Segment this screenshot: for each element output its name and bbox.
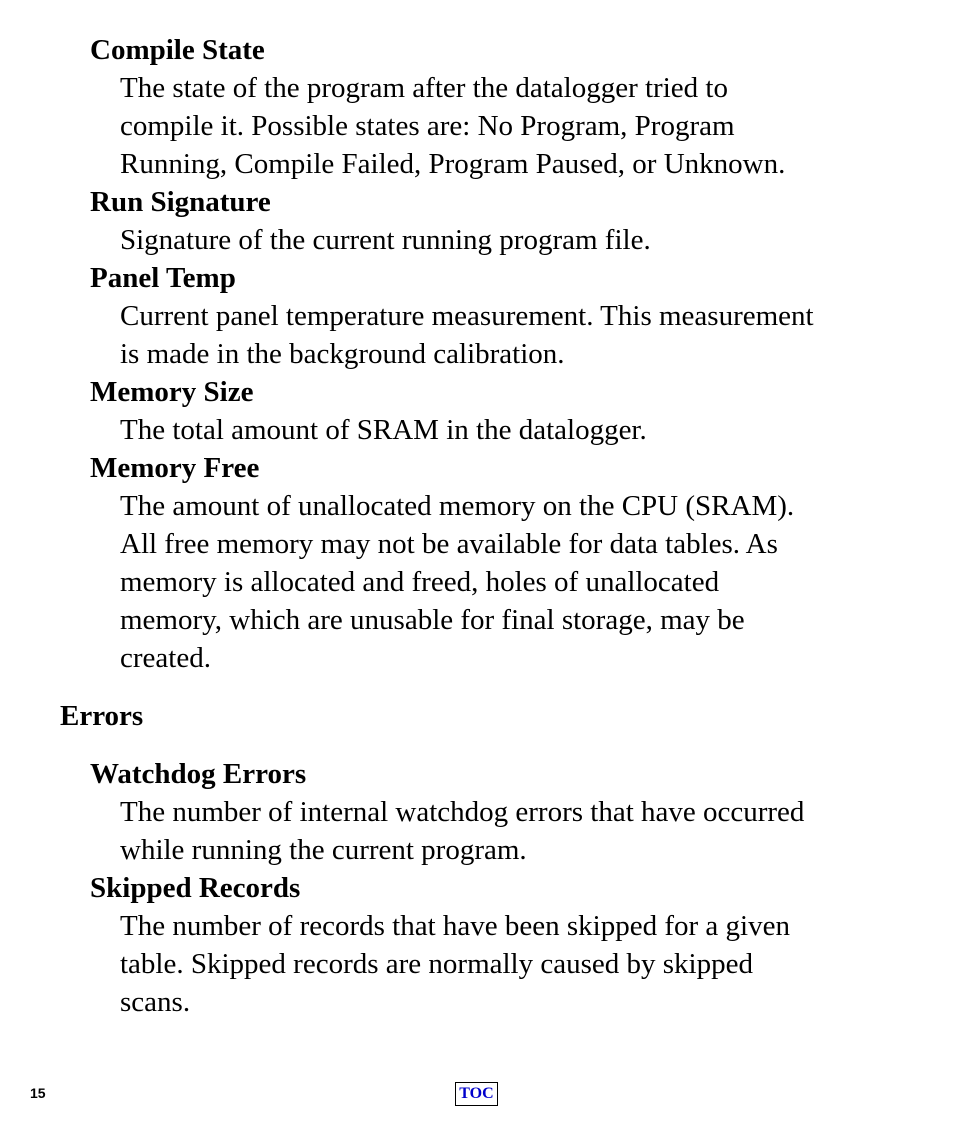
entry-term-watchdog-errors: Watchdog Errors — [90, 758, 307, 790]
document-body — [0, 31, 954, 1021]
section-heading-errors: Errors — [60, 700, 144, 732]
entry-description-run-signature — [120, 221, 930, 259]
entry-term-panel-temp: Panel Temp — [90, 262, 236, 294]
description-line: The total amount of SRAM in the datalogger. — [120, 414, 647, 446]
description-line: table. Skipped records are normally caused by skipped — [120, 948, 753, 980]
entry-list-bottom — [0, 755, 954, 1021]
description-line: The number of records that have been skipped for a given — [120, 910, 790, 942]
page-number: 15 — [30, 1085, 46, 1101]
entry-description-memory-free — [120, 487, 930, 677]
description-line: The state of the program after the datalogger tried to — [120, 72, 728, 104]
description-line: compile it. Possible states are: No Program, Program — [120, 110, 735, 142]
entry-term-run-signature: Run Signature — [90, 186, 271, 218]
entry-term-memory-free: Memory Free — [90, 452, 260, 484]
entry-description-panel-temp — [120, 297, 930, 373]
entry-description-watchdog-errors — [120, 793, 930, 869]
toc-link[interactable]: TOC — [455, 1082, 498, 1106]
entry-description-compile-state — [120, 69, 930, 183]
description-line: memory, which are unusable for final storage, may be — [120, 604, 745, 636]
description-line: Running, Compile Failed, Program Paused, or Unknown. — [120, 148, 786, 180]
description-line: The number of internal watchdog errors that have occurred — [120, 796, 805, 828]
entry-list-top — [0, 31, 954, 677]
entry-description-memory-size — [120, 411, 930, 449]
description-line: memory is allocated and freed, holes of unallocated — [120, 566, 720, 598]
description-line: created. — [120, 642, 211, 674]
description-line: scans. — [120, 986, 191, 1018]
description-line: while running the current program. — [120, 834, 527, 866]
description-line: Current panel temperature measurement. This measurement — [120, 300, 814, 332]
description-line: All free memory may not be available for data tables. As — [120, 528, 778, 560]
description-line: The amount of unallocated memory on the CPU (SRAM). — [120, 490, 795, 522]
entry-term-compile-state: Compile State — [90, 34, 265, 66]
entry-term-skipped-records: Skipped Records — [90, 872, 301, 904]
description-line: is made in the background calibration. — [120, 338, 565, 370]
description-line: Signature of the current running program file. — [120, 224, 651, 256]
entry-term-memory-size: Memory Size — [90, 376, 254, 408]
entry-description-skipped-records — [120, 907, 930, 1021]
